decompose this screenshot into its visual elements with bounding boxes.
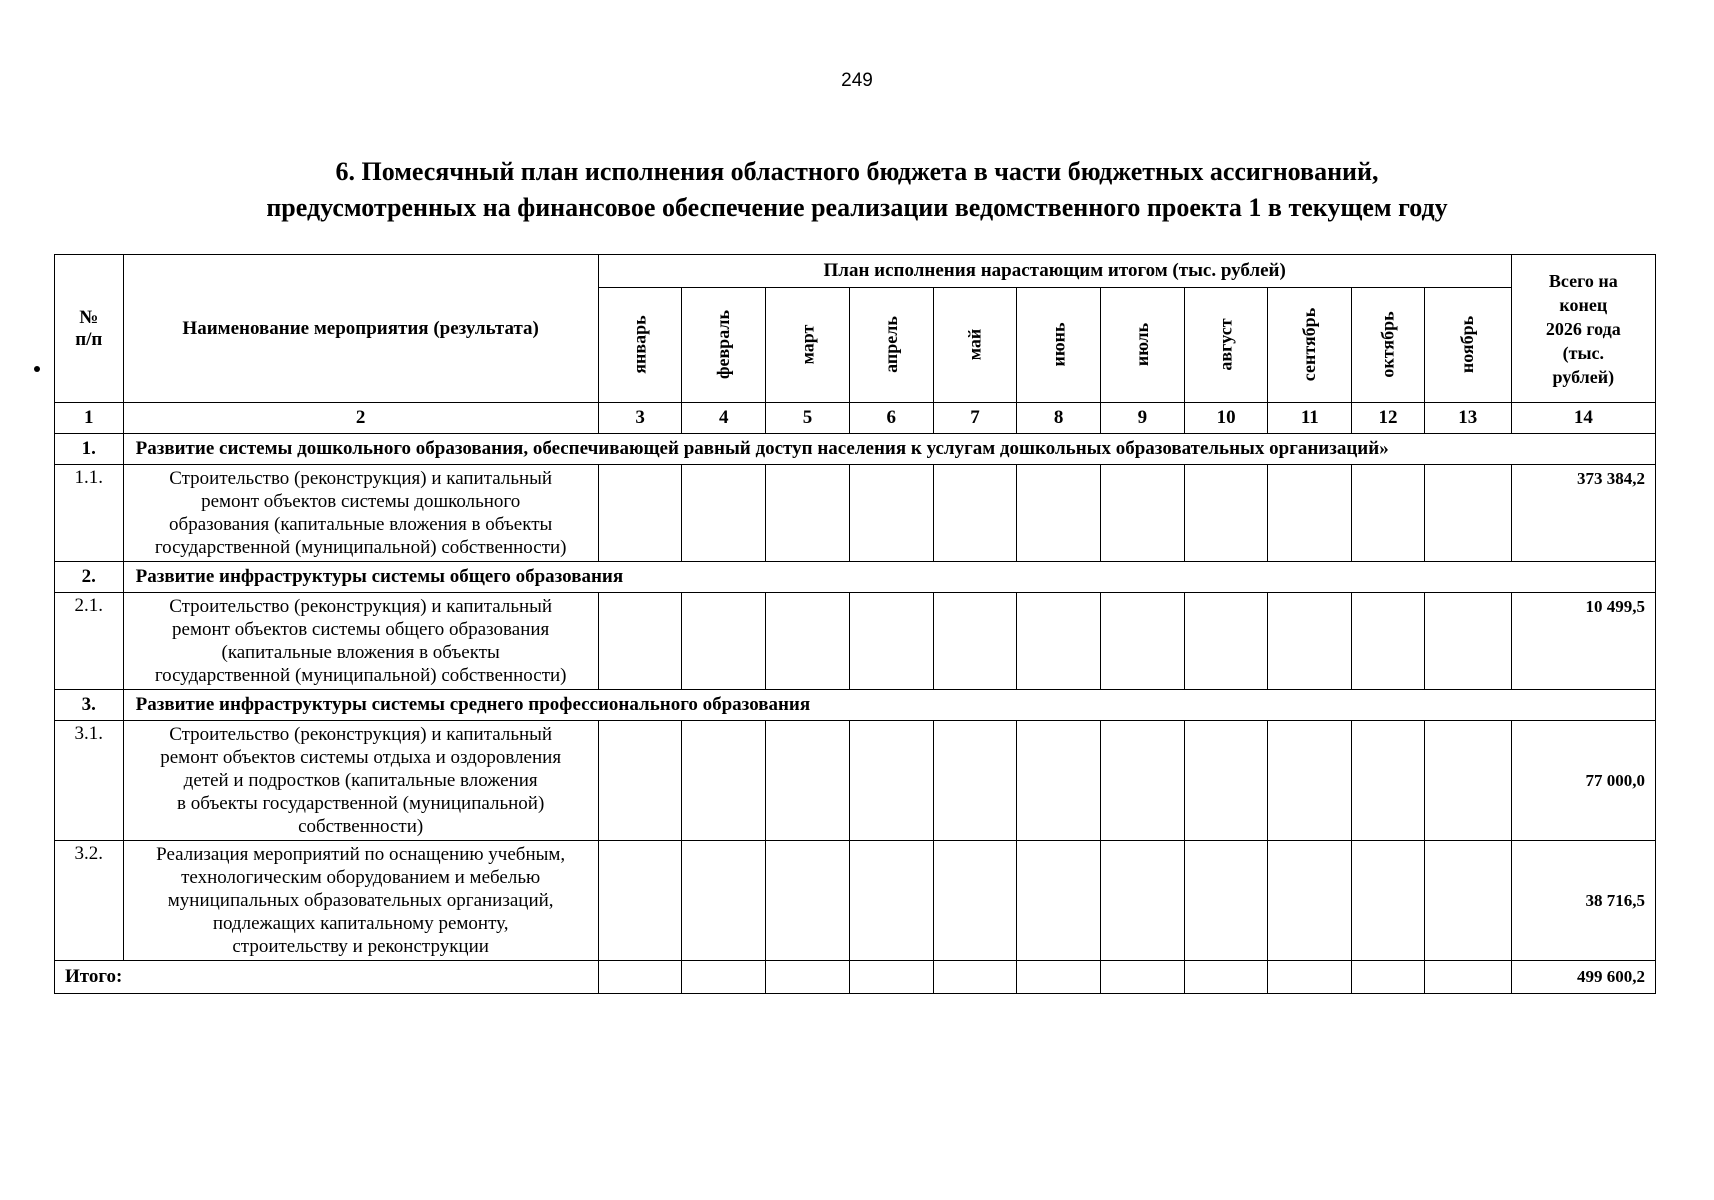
month-cell: [766, 593, 850, 690]
month-cell: [1184, 961, 1268, 994]
header-total-line: рублей): [1552, 366, 1615, 387]
column-number: 1: [55, 403, 124, 434]
month-cell: [1017, 841, 1101, 961]
header-month-february: февраль: [682, 288, 766, 403]
month-cell: [849, 841, 933, 961]
item-name-line: муниципальных образовательных организаций,: [167, 890, 554, 911]
month-cell: [1352, 961, 1425, 994]
header-total-line: конец: [1559, 294, 1608, 315]
column-number: 7: [933, 403, 1017, 434]
item-row-3-2: [55, 841, 1656, 961]
month-cell: [1101, 593, 1185, 690]
month-cell: [598, 961, 682, 994]
item-name-line: ремонт объектов системы отдыха и оздоровления: [160, 747, 562, 768]
header-month-november: ноябрь: [1424, 288, 1511, 403]
section-row-2: [55, 562, 1656, 593]
month-cell: [849, 465, 933, 562]
month-cell: [682, 841, 766, 961]
month-cell: [766, 961, 850, 994]
month-cell: [1017, 961, 1101, 994]
title-line-1: 6. Помесячный план исполнения областного бюджета в части бюджетных ассигнований,: [335, 157, 1379, 186]
item-name-line: государственной (муниципальной) собственности): [154, 665, 567, 686]
month-cell: [1017, 465, 1101, 562]
column-number: 14: [1511, 403, 1655, 434]
item-row-3-1: [55, 721, 1656, 841]
month-cell: [682, 593, 766, 690]
section-title: Развитие инфраструктуры системы общего образования: [123, 562, 1655, 593]
month-cell: [1184, 465, 1268, 562]
grand-total-row: [55, 961, 1656, 994]
month-cell: [933, 721, 1017, 841]
column-number: 2: [123, 403, 598, 434]
section-num: 3.: [55, 690, 124, 721]
item-num: 1.1.: [55, 465, 124, 562]
header-month-august: август: [1184, 288, 1268, 403]
item-row-2-1: [55, 593, 1656, 690]
item-name-line: ремонт объектов системы дошкольного: [201, 491, 521, 512]
section-row-1: [55, 434, 1656, 465]
header-month-march: март: [766, 288, 850, 403]
month-cell: [1184, 593, 1268, 690]
page-title: [0, 154, 1714, 226]
month-cell: [849, 593, 933, 690]
item-name-line: образования (капитальные вложения в объекты: [169, 514, 553, 535]
section-title: Развитие инфраструктуры системы среднего профессионального образования: [123, 690, 1655, 721]
month-cell: [1101, 465, 1185, 562]
header-total: [1511, 255, 1655, 403]
item-name: [123, 721, 598, 841]
page-number: 249: [841, 70, 873, 91]
item-total: 10 499,5: [1511, 593, 1655, 690]
item-total: 77 000,0: [1511, 721, 1655, 841]
section-title: Развитие системы дошкольного образования, обеспечивающей равный доступ населения к услугам дошкольных образовательных организаций»: [123, 434, 1655, 465]
column-number: 3: [598, 403, 682, 434]
item-name-line: детей и подростков (капитальные вложения: [183, 770, 538, 791]
column-number-row: [55, 403, 1656, 434]
item-name-line: Строительство (реконструкция) и капитальный: [169, 596, 553, 617]
header-num: [55, 255, 124, 403]
section-row-3: [55, 690, 1656, 721]
item-name-line: Строительство (реконструкция) и капитальный: [169, 468, 553, 489]
month-cell: [933, 841, 1017, 961]
month-cell: [1424, 721, 1511, 841]
item-name: [123, 841, 598, 961]
item-num: 3.2.: [55, 841, 124, 961]
item-name-line: (капитальные вложения в объекты: [221, 642, 500, 663]
month-cell: [933, 961, 1017, 994]
item-row-1-1: [55, 465, 1656, 562]
margin-dot: [34, 366, 40, 372]
column-number: 13: [1424, 403, 1511, 434]
month-cell: [1017, 721, 1101, 841]
table-header: [55, 255, 1656, 403]
header-month-october: октябрь: [1352, 288, 1425, 403]
month-cell: [849, 721, 933, 841]
item-name: [123, 465, 598, 562]
header-total-line: Всего на: [1548, 270, 1618, 291]
column-number: 6: [849, 403, 933, 434]
header-name: Наименование мероприятия (результата): [123, 255, 598, 403]
month-cell: [1017, 593, 1101, 690]
item-name-line: государственной (муниципальной) собственности): [154, 537, 567, 558]
header-month-september: сентябрь: [1268, 288, 1352, 403]
column-number: 8: [1017, 403, 1101, 434]
month-cell: [1424, 961, 1511, 994]
item-name-line: технологическим оборудованием и мебелью: [181, 867, 541, 888]
month-cell: [1184, 721, 1268, 841]
item-name-line: подлежащих капитальному ремонту,: [212, 913, 509, 934]
month-cell: [682, 961, 766, 994]
column-number: 9: [1101, 403, 1185, 434]
month-cell: [1268, 841, 1352, 961]
header-month-january: январь: [598, 288, 682, 403]
item-num: 2.1.: [55, 593, 124, 690]
item-name-line: в объекты государственной (муниципальной): [177, 793, 545, 814]
month-cell: [1268, 721, 1352, 841]
month-cell: [598, 721, 682, 841]
month-cell: [1352, 593, 1425, 690]
month-cell: [1268, 961, 1352, 994]
month-cell: [1424, 465, 1511, 562]
header-month-april: апрель: [849, 288, 933, 403]
month-cell: [933, 593, 1017, 690]
month-cell: [933, 465, 1017, 562]
total-label: Итого:: [55, 961, 599, 994]
section-num: 1.: [55, 434, 124, 465]
item-name-line: Строительство (реконструкция) и капитальный: [169, 724, 553, 745]
header-total-line: (тыс.: [1562, 342, 1605, 363]
title-line-2: предусмотренных на финансовое обеспечение реализации ведомственного проекта 1 в текущем году: [266, 193, 1448, 222]
month-cell: [1101, 841, 1185, 961]
header-month-may: май: [933, 288, 1017, 403]
header-month-july: июль: [1101, 288, 1185, 403]
month-cell: [1424, 593, 1511, 690]
column-number: 10: [1184, 403, 1268, 434]
month-cell: [1101, 721, 1185, 841]
header-num-line-1: №: [79, 306, 99, 328]
item-name-line: собственности): [298, 816, 424, 837]
month-cell: [1101, 961, 1185, 994]
header-total-line: 2026 года: [1545, 318, 1621, 339]
month-cell: [766, 841, 850, 961]
month-cell: [682, 465, 766, 562]
month-cell: [682, 721, 766, 841]
item-num: 3.1.: [55, 721, 124, 841]
item-name-line: строительству и реконструкции: [232, 936, 489, 957]
column-number: 11: [1268, 403, 1352, 434]
item-name-line: ремонт объектов системы общего образования: [172, 619, 550, 640]
month-cell: [1184, 841, 1268, 961]
budget-plan-table: [54, 254, 1656, 994]
month-cell: [1352, 721, 1425, 841]
column-number: 12: [1352, 403, 1425, 434]
section-num: 2.: [55, 562, 124, 593]
month-cell: [1268, 593, 1352, 690]
column-number: 5: [766, 403, 850, 434]
header-month-june: июнь: [1017, 288, 1101, 403]
item-total: 38 716,5: [1511, 841, 1655, 961]
month-cell: [766, 721, 850, 841]
month-cell: [766, 465, 850, 562]
item-name-line: Реализация мероприятий по оснащению учебным,: [156, 844, 566, 865]
header-plan: План исполнения нарастающим итогом (тыс. рублей): [598, 255, 1511, 288]
item-name: [123, 593, 598, 690]
month-cell: [849, 961, 933, 994]
month-cell: [598, 593, 682, 690]
column-number: 4: [682, 403, 766, 434]
month-cell: [1268, 465, 1352, 562]
header-num-line-2: п/п: [75, 328, 103, 350]
month-cell: [598, 841, 682, 961]
month-cell: [1352, 841, 1425, 961]
month-cell: [598, 465, 682, 562]
month-cell: [1352, 465, 1425, 562]
item-total: 373 384,2: [1511, 465, 1655, 562]
month-cell: [1424, 841, 1511, 961]
grand-total: 499 600,2: [1511, 961, 1655, 994]
